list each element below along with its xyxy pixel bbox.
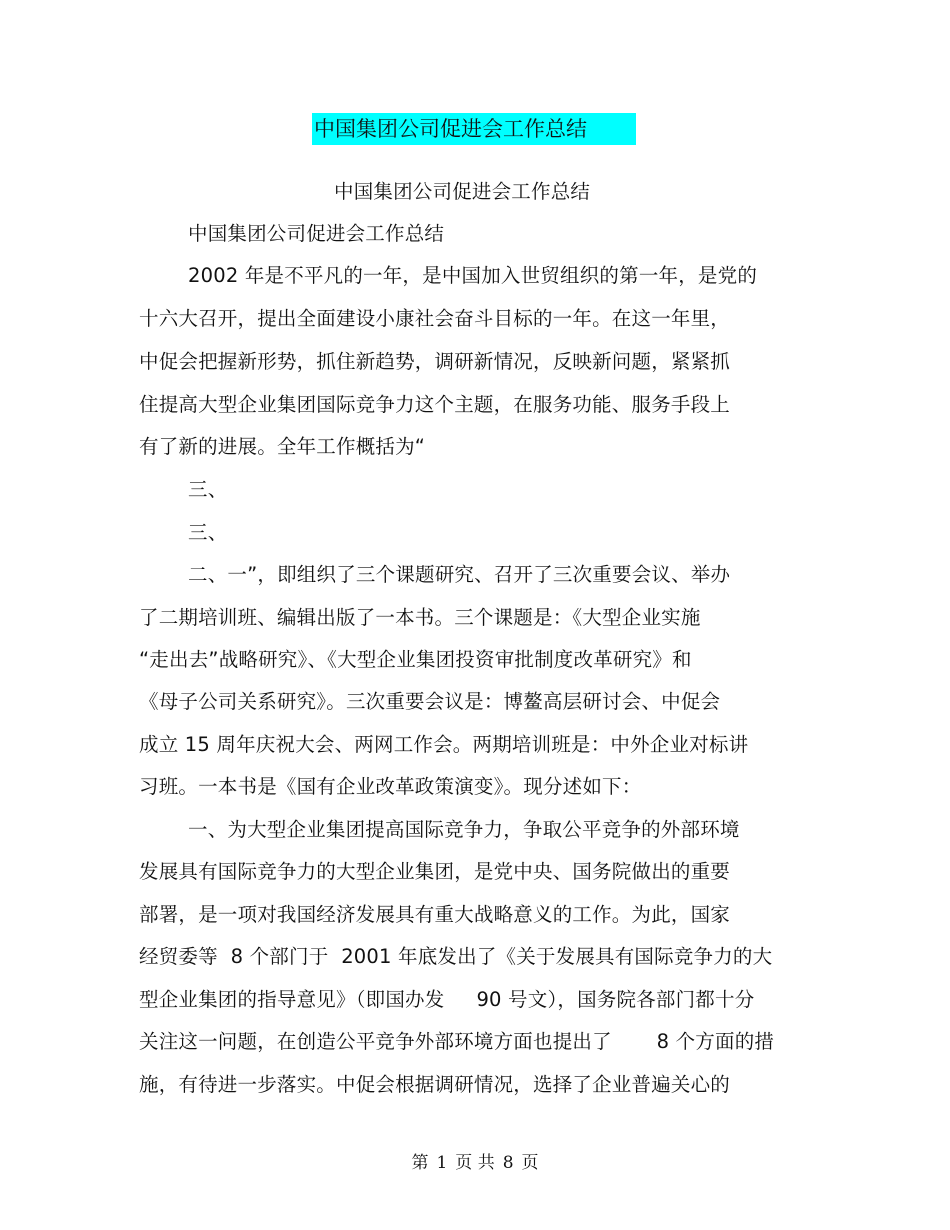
document-title: 中国集团公司促进会工作总结	[312, 113, 636, 145]
page-footer	[0, 1152, 950, 1174]
body-line: 中国集团公司促进会工作总结	[188, 222, 445, 245]
current-page-number: 1	[436, 1153, 448, 1173]
body-line: 三、	[188, 521, 228, 544]
body-line: 部署，是一项对我国经济发展具有重大战略意义的工作。为此，国家	[139, 903, 731, 926]
footer-label-suffix: 页	[521, 1153, 539, 1173]
body-line: 施，有待进一步落实。中促会根据调研情况，选择了企业普遍关心的	[139, 1073, 731, 1096]
body-line: 十六大召开，提出全面建设小康社会奋斗目标的一年。在这一年里，	[139, 307, 731, 330]
total-pages-number: 8	[502, 1153, 514, 1173]
body-line: 一、为大型企业集团提高国际竞争力，争取公平竞争的外部环境	[188, 818, 740, 841]
body-line: 型企业集团的指导意见》（即国办发 90 号文），国务院各部门都十分	[139, 988, 755, 1011]
body-line: 2002 年是不平凡的一年，是中国加入世贸组织的第一年，是党的	[188, 264, 758, 287]
body-line: 经贸委等 8 个部门于 2001 年底发出了《关于发展具有国际竞争力的大	[139, 945, 773, 968]
document-subtitle: 中国集团公司促进会工作总结	[334, 180, 591, 203]
body-line: 习班。一本书是《国有企业改革政策演变》。现分述如下：	[139, 775, 642, 798]
body-line: 三、	[188, 478, 228, 501]
body-line: 有了新的进展。全年工作概括为“	[139, 435, 426, 458]
body-line: 《母子公司关系研究》。三次重要会议是：博鳌高层研讨会、中促会	[139, 690, 721, 713]
body-line: 中促会把握新形势，抓住新趋势，调研新情况，反映新问题，紧紧抓	[139, 350, 731, 373]
body-line: 关注这一问题，在创造公平竞争外部环境方面也提出了 8 个方面的措	[139, 1030, 775, 1053]
body-line: 了二期培训班、编辑出版了一本书。三个课题是：《大型企业实施	[139, 606, 701, 629]
footer-label-mid: 页 共	[455, 1153, 495, 1173]
body-line: 二、一”，即组织了三个课题研究、召开了三次重要会议、举办	[188, 563, 731, 586]
body-line: 成立 15 周年庆祝大会、两网工作会。两期培训班是：中外企业对标讲	[139, 733, 749, 756]
footer-label-prefix: 第	[411, 1153, 429, 1173]
body-line: “走出去”战略研究》、《大型企业集团投资审批制度改革研究》和	[139, 648, 692, 671]
body-line: 住提高大型企业集团国际竞争力这个主题，在服务功能、服务手段上	[139, 393, 731, 416]
body-line: 发展具有国际竞争力的大型企业集团，是党中央、国务院做出的重要	[139, 860, 731, 883]
